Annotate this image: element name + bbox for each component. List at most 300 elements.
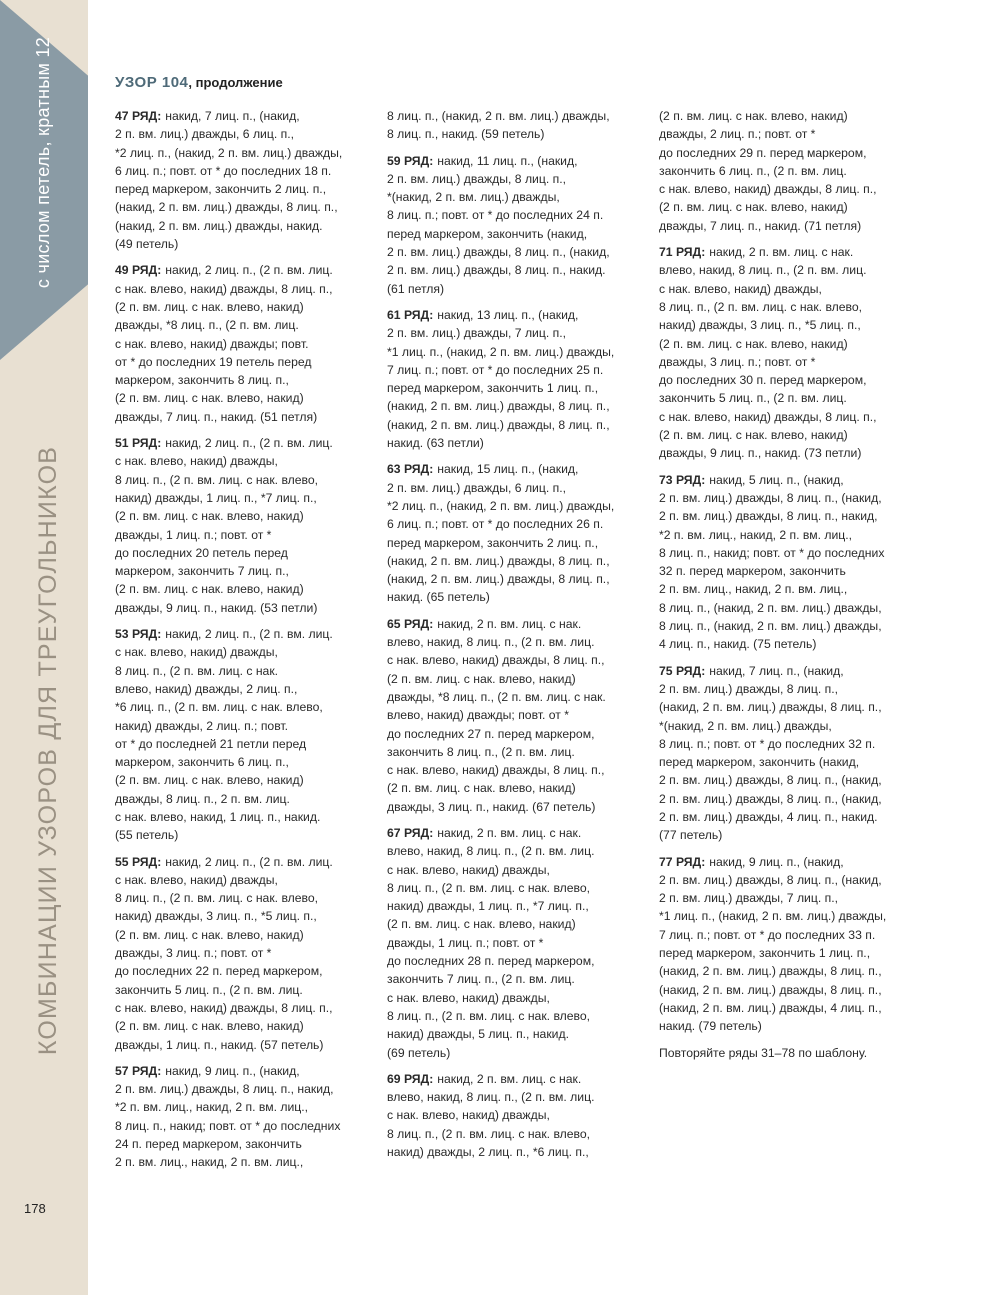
instruction-text: влево, накид, 8 лиц. п., (2 п. вм. лиц. — [387, 1090, 595, 1105]
instruction-text: закончить 6 лиц. п., (2 п. вм. лиц. — [659, 163, 847, 178]
instruction-text: (2 п. вм. лиц. с нак. влево, накид) — [659, 336, 848, 351]
instruction-line — [387, 842, 655, 860]
instruction-line — [387, 706, 655, 724]
instruction-text: 2 п. вм. лиц., накид, 2 п. вм. лиц., — [659, 582, 848, 597]
instruction-line — [659, 335, 914, 353]
instruction-text: (накид, 2 п. вм. лиц.) дважды, 8 лиц. п., — [115, 200, 338, 215]
instruction-line — [115, 452, 383, 470]
instruction-text: (2 п. вм. лиц. с нак. влево, накид) — [387, 917, 576, 932]
instruction-text: (2 п. вм. лиц. с нак. влево, накид) — [115, 773, 304, 788]
pattern-name: УЗОР 104 — [115, 74, 189, 91]
row-label: 51 РЯД: — [115, 436, 162, 451]
instruction-text: от * до последней 21 петли перед — [115, 736, 307, 751]
instruction-text: дважды, 9 лиц. п., накид. (73 петли) — [659, 446, 862, 461]
instruction-text: с нак. влево, накид) дважды, 8 лиц. п., — [659, 182, 877, 197]
instruction-block — [659, 853, 914, 1036]
row-label: 65 РЯД: — [387, 616, 434, 631]
instruction-line — [387, 861, 655, 879]
instruction-line — [387, 261, 655, 279]
instruction-text: *2 лиц. п., (накид, 2 п. вм. лиц.) дважды, — [115, 145, 343, 160]
instruction-line — [659, 907, 914, 925]
instruction-line — [115, 662, 383, 680]
instruction-line — [115, 580, 383, 598]
instruction-line — [659, 144, 914, 162]
instruction-text: (накид, 2 п. вм. лиц.) дважды, 4 лиц. п., — [659, 1000, 882, 1015]
row-label: 73 РЯД: — [659, 472, 706, 487]
instruction-text: накид. (65 петель) — [387, 590, 490, 605]
instruction-text: (61 петля) — [387, 281, 445, 296]
instruction-line — [115, 808, 383, 826]
instruction-line — [115, 981, 383, 999]
instruction-text: накид) дважды, 2 лиц. п.; повт. — [115, 718, 289, 733]
instruction-line — [115, 371, 383, 389]
row-label: 71 РЯД: — [659, 245, 706, 260]
instruction-line — [115, 353, 383, 371]
instruction-text: *1 лиц. п., (накид, 2 п. вм. лиц.) дважды, — [659, 909, 887, 924]
instruction-line — [115, 408, 383, 426]
instruction-text: накид, 9 лиц. п., (накид, — [709, 854, 844, 869]
instruction-text: 24 п. перед маркером, закончить — [115, 1137, 302, 1152]
instruction-text: 32 п. перед маркером, закончить — [659, 564, 846, 579]
instruction-text: 8 лиц. п., (2 п. вм. лиц. с нак. влево, — [115, 891, 319, 906]
instruction-line — [387, 107, 655, 125]
instruction-text: накид, 2 лиц. п., (2 п. вм. лиц. — [165, 436, 333, 451]
instruction-text: до последних 28 п. перед маркером, — [387, 954, 595, 969]
instruction-text: накид, 2 лиц. п., (2 п. вм. лиц. — [165, 263, 333, 278]
instruction-text: накид, 2 лиц. п., (2 п. вм. лиц. — [165, 854, 333, 869]
instruction-line — [387, 588, 655, 606]
row-label: 77 РЯД: — [659, 854, 706, 869]
instruction-block — [659, 243, 914, 463]
instruction-text: 7 лиц. п.; повт. от * до последних 33 п. — [659, 927, 876, 942]
instruction-text: дважды, 3 лиц. п., накид. (67 петель) — [387, 799, 596, 814]
instruction-line — [387, 970, 655, 988]
row-label: 69 РЯД: — [387, 1071, 434, 1086]
instruction-line — [115, 1135, 383, 1153]
instruction-text: (2 п. вм. лиц. с нак. влево, накид) — [659, 200, 848, 215]
instruction-line — [659, 680, 914, 698]
instruction-line — [387, 243, 655, 261]
instruction-line — [387, 324, 655, 342]
instruction-line — [387, 188, 655, 206]
instruction-line — [115, 826, 383, 844]
instruction-text: накид, 2 п. вм. лиц. с нак. — [709, 245, 854, 260]
text-column-3 — [659, 107, 914, 1070]
instruction-text: 8 лиц. п., (2 п. вм. лиц. с нак. влево, — [387, 880, 591, 895]
instruction-text: накид, 15 лиц. п., (накид, — [437, 462, 579, 477]
instruction-line — [115, 198, 383, 216]
instruction-text: (2 п. вм. лиц. с нак. влево, накид) — [115, 299, 304, 314]
instruction-text: с нак. влево, накид) дважды, 8 лиц. п., — [387, 763, 605, 778]
instruction-line — [659, 371, 914, 389]
instruction-text: дважды, 8 лиц. п., 2 п. вм. лиц. — [115, 791, 290, 806]
instruction-text: накид, 11 лиц. п., (накид, — [437, 153, 578, 168]
instruction-text: с нак. влево, накид) дважды, — [387, 1108, 550, 1123]
instruction-line — [115, 235, 383, 253]
instruction-text: дважды, 2 лиц. п.; повт. от * — [659, 127, 816, 142]
instruction-text: 2 п. вм. лиц.) дважды, 8 лиц. п., накид, — [115, 1082, 334, 1097]
instruction-text: *(накид, 2 п. вм. лиц.) дважды, — [387, 190, 560, 205]
instruction-line — [115, 999, 383, 1017]
instruction-text: (накид, 2 п. вм. лиц.) дважды, накид. — [115, 218, 323, 233]
instruction-line — [387, 152, 655, 170]
instruction-block — [387, 152, 655, 298]
instruction-line — [387, 515, 655, 533]
instruction-line — [115, 735, 383, 753]
instruction-text: 8 лиц. п., (2 п. вм. лиц. с нак. влево, — [659, 299, 863, 314]
instruction-text: накид, 5 лиц. п., (накид, — [709, 472, 844, 487]
instruction-text: (накид, 2 п. вм. лиц.) дважды, 8 лиц. п., — [659, 700, 882, 715]
instruction-line — [115, 643, 383, 661]
instruction-line — [115, 471, 383, 489]
instruction-text: (2 п. вм. лиц. с нак. влево, накид) — [659, 428, 848, 443]
instruction-text: 8 лиц. п., накид; повт. от * до последних — [659, 545, 885, 560]
instruction-line — [115, 625, 383, 643]
instruction-line — [115, 1080, 383, 1098]
instruction-block — [387, 615, 655, 816]
instruction-line — [115, 261, 383, 279]
instruction-line — [115, 680, 383, 698]
instruction-line — [659, 753, 914, 771]
instruction-line — [659, 408, 914, 426]
instruction-text: закончить 5 лиц. п., (2 п. вм. лиц. — [115, 982, 303, 997]
instruction-line — [115, 962, 383, 980]
instruction-line — [387, 497, 655, 515]
instruction-line — [115, 1017, 383, 1035]
instruction-line — [659, 107, 914, 125]
instruction-line — [659, 617, 914, 635]
instruction-block — [387, 306, 655, 452]
instruction-text: закончить 7 лиц. п., (2 п. вм. лиц. — [387, 972, 575, 987]
instruction-text: 7 лиц. п.; повт. от * до последних 25 п. — [387, 362, 604, 377]
instruction-line — [659, 198, 914, 216]
instruction-line — [387, 416, 655, 434]
instruction-line — [387, 743, 655, 761]
instruction-block — [659, 471, 914, 654]
instruction-text: накид) дважды, 3 лиц. п., *5 лиц. п., — [659, 318, 861, 333]
row-label: 47 РЯД: — [115, 109, 162, 123]
instruction-line — [387, 1025, 655, 1043]
instruction-line — [659, 735, 914, 753]
instruction-text: *2 п. вм. лиц., накид, 2 п. вм. лиц., — [115, 1100, 309, 1115]
page-title — [115, 74, 283, 91]
row-label: 67 РЯД: — [387, 825, 434, 840]
instruction-text: дважды, 7 лиц. п., накид. (51 петля) — [115, 409, 318, 424]
instruction-line — [115, 180, 383, 198]
instruction-line — [115, 1062, 383, 1080]
instruction-text: с нак. влево, накид) дважды, — [115, 872, 278, 887]
instruction-text: маркером, закончить 8 лиц. п., — [115, 373, 289, 388]
instruction-text: *1 лиц. п., (накид, 2 п. вм. лиц.) дважды, — [387, 344, 615, 359]
instruction-line — [659, 871, 914, 889]
instruction-line — [659, 926, 914, 944]
instruction-line — [659, 962, 914, 980]
row-label: 75 РЯД: — [659, 663, 706, 678]
instruction-text: 8 лиц. п., (накид, 2 п. вм. лиц.) дважды, — [659, 600, 882, 615]
instruction-line — [387, 725, 655, 743]
instruction-line — [115, 1036, 383, 1054]
instruction-text: с нак. влево, накид) дважды, 8 лиц. п., — [387, 653, 605, 668]
instruction-line — [115, 280, 383, 298]
instruction-line — [115, 753, 383, 771]
instruction-line — [659, 635, 914, 653]
instruction-line — [387, 934, 655, 952]
instruction-text: до последних 29 п. перед маркером, — [659, 145, 867, 160]
instruction-text: *6 лиц. п., (2 п. вм. лиц. с нак. влево, — [115, 700, 323, 715]
instruction-text: (2 п. вм. лиц. с нак. влево, накид) — [387, 671, 576, 686]
instruction-line — [659, 426, 914, 444]
instruction-text: 2 п. вм. лиц.) дважды, 8 лиц. п., — [387, 171, 566, 186]
instruction-line — [387, 1007, 655, 1025]
instruction-line — [387, 1143, 655, 1161]
instruction-text: накид) дважды, 3 лиц. п., *5 лиц. п., — [115, 909, 317, 924]
instruction-text: 2 п. вм. лиц.) дважды, 7 лиц. п., — [659, 891, 838, 906]
instruction-text: с нак. влево, накид) дважды, 8 лиц. п., — [115, 281, 333, 296]
instruction-line — [387, 989, 655, 1007]
instruction-text: (накид, 2 п. вм. лиц.) дважды, 8 лиц. п., — [387, 417, 610, 432]
instruction-line — [387, 125, 655, 143]
instruction-text: 2 п. вм. лиц.) дважды, 8 лиц. п., накид. — [387, 263, 606, 278]
instruction-line — [659, 353, 914, 371]
instruction-line — [387, 534, 655, 552]
instruction-line — [115, 907, 383, 925]
instruction-text: (накид, 2 п. вм. лиц.) дважды, 8 лиц. п., — [387, 553, 610, 568]
instruction-text: накид, 2 лиц. п., (2 п. вм. лиц. — [165, 627, 333, 642]
instruction-text: перед маркером, закончить 1 лиц. п., — [659, 946, 871, 961]
instruction-text: перед маркером, закончить 2 лиц. п., — [387, 535, 599, 550]
instruction-text: 2 п. вм. лиц., накид, 2 п. вм. лиц., — [115, 1155, 304, 1170]
instruction-line — [387, 460, 655, 478]
instruction-text: (2 п. вм. лиц. с нак. влево, накид) — [659, 109, 848, 123]
instruction-text: 8 лиц. п., (2 п. вм. лиц. с нак. влево, — [387, 1008, 591, 1023]
instruction-text: 2 п. вм. лиц.) дважды, 8 лиц. п., (накид, — [659, 872, 882, 887]
instruction-text: накид, 2 п. вм. лиц. с нак. — [437, 825, 582, 840]
instruction-line — [387, 434, 655, 452]
instruction-text: (77 петель) — [659, 828, 723, 843]
instruction-line — [115, 599, 383, 617]
instruction-text: 2 п. вм. лиц.) дважды, 7 лиц. п., — [387, 326, 566, 341]
instruction-line — [659, 162, 914, 180]
instruction-line — [659, 981, 914, 999]
side-subtitle-wrap — [4, 0, 84, 325]
instruction-line — [387, 688, 655, 706]
instruction-line — [659, 562, 914, 580]
instruction-text: влево, накид, 8 лиц. п., (2 п. вм. лиц. — [387, 635, 595, 650]
instruction-line — [387, 952, 655, 970]
instruction-text: 2 п. вм. лиц.) дважды, 8 лиц. п., (накид, — [659, 791, 882, 806]
instruction-text: с нак. влево, накид) дважды, — [387, 862, 550, 877]
instruction-text: дважды, 1 лиц. п.; повт. от * — [115, 527, 272, 542]
instruction-text: маркером, закончить 7 лиц. п., — [115, 564, 289, 579]
instruction-text: накид, 13 лиц. п., (накид, — [437, 307, 579, 322]
instruction-line — [659, 544, 914, 562]
instruction-block — [115, 625, 383, 845]
instruction-line — [387, 651, 655, 669]
instruction-text: (2 п. вм. лиц. с нак. влево, накид) — [115, 927, 304, 942]
instruction-line — [387, 552, 655, 570]
instruction-line — [659, 790, 914, 808]
instruction-line — [659, 662, 914, 680]
instruction-text: дважды, *8 лиц. п., (2 п. вм. лиц. — [115, 318, 299, 333]
instruction-text: 2 п. вм. лиц.) дважды, 8 лиц. п., (накид, — [659, 773, 882, 788]
instruction-line — [115, 162, 383, 180]
instruction-line — [387, 225, 655, 243]
instruction-line — [115, 717, 383, 735]
instruction-block — [115, 261, 383, 426]
instruction-block — [659, 1044, 914, 1062]
instruction-text: (2 п. вм. лиц. с нак. влево, накид) — [115, 391, 304, 406]
instruction-text: дважды, 9 лиц. п., накид. (53 петли) — [115, 600, 318, 615]
instruction-line — [387, 570, 655, 588]
instruction-text: накид, 2 п. вм. лиц. с нак. — [437, 616, 582, 631]
instruction-block — [115, 434, 383, 617]
instruction-text: с нак. влево, накид) дважды, 8 лиц. п., — [115, 1000, 333, 1015]
text-column-2 — [387, 107, 655, 1169]
instruction-line — [659, 944, 914, 962]
instruction-text: накид) дважды, 2 лиц. п., *6 лиц. п., — [387, 1145, 589, 1160]
instruction-text: (2 п. вм. лиц. с нак. влево, накид) — [115, 1019, 304, 1034]
side-title: КОМБИНАЦИИ УЗОРОВ ДЛЯ ТРЕУГОЛЬНИКОВ — [34, 445, 63, 1055]
instruction-line — [659, 243, 914, 261]
instruction-line — [387, 1044, 655, 1062]
instruction-line — [115, 125, 383, 143]
instruction-line — [387, 615, 655, 633]
instruction-line — [115, 871, 383, 889]
instruction-text: перед маркером, закончить 1 лиц. п., — [387, 381, 599, 396]
instruction-line — [387, 479, 655, 497]
instruction-line — [387, 1125, 655, 1143]
instruction-line — [115, 889, 383, 907]
instruction-line — [387, 170, 655, 188]
instruction-line — [659, 507, 914, 525]
instruction-text: 8 лиц. п., (2 п. вм. лиц. с нак. — [115, 663, 279, 678]
instruction-text: дважды, 7 лиц. п., накид. (71 петля) — [659, 218, 862, 233]
instruction-text: накид, 7 лиц. п., (накид, — [709, 663, 844, 678]
instruction-line — [387, 798, 655, 816]
instruction-line — [387, 379, 655, 397]
instruction-text: 8 лиц. п., (2 п. вм. лиц. с нак. влево, — [387, 1126, 591, 1141]
instruction-text: 8 лиц. п., (накид, 2 п. вм. лиц.) дважды, — [387, 109, 610, 123]
instruction-line — [115, 316, 383, 334]
side-subtitle: с числом петель, кратным 12 — [33, 36, 54, 289]
instruction-line — [387, 779, 655, 797]
row-label: 59 РЯД: — [387, 153, 434, 168]
instruction-text: 2 п. вм. лиц.) дважды, 8 лиц. п., — [659, 681, 838, 696]
instruction-line — [659, 389, 914, 407]
instruction-line — [659, 1044, 914, 1062]
instruction-text: до последних 22 п. перед маркером, — [115, 964, 323, 979]
instruction-text: влево, накид) дважды; повт. от * — [387, 708, 570, 723]
instruction-line — [115, 489, 383, 507]
instruction-text: *(накид, 2 п. вм. лиц.) дважды, — [659, 718, 832, 733]
text-column-1 — [115, 107, 383, 1180]
instruction-line — [387, 397, 655, 415]
instruction-line — [387, 633, 655, 651]
instruction-line — [659, 808, 914, 826]
instruction-text: с нак. влево, накид) дважды, — [115, 454, 278, 469]
row-label: 49 РЯД: — [115, 263, 162, 278]
instruction-text: 2 п. вм. лиц.) дважды, 4 лиц. п., накид. — [659, 809, 878, 824]
instruction-text: (2 п. вм. лиц. с нак. влево, накид) — [115, 509, 304, 524]
instruction-line — [659, 717, 914, 735]
instruction-line — [115, 698, 383, 716]
instruction-line — [115, 434, 383, 452]
instruction-line — [115, 544, 383, 562]
instruction-text: до последних 20 петель перед — [115, 545, 288, 560]
instruction-line — [659, 580, 914, 598]
instruction-line — [115, 926, 383, 944]
instruction-text: с нак. влево, накид) дважды, — [659, 281, 822, 296]
instruction-text: с нак. влево, накид, 1 лиц. п., накид. — [115, 809, 321, 824]
instruction-text: 8 лиц. п., накид; повт. от * до последних — [115, 1118, 341, 1133]
instruction-text: (2 п. вм. лиц. с нак. влево, накид) — [115, 582, 304, 597]
instruction-line — [387, 761, 655, 779]
instruction-text: *2 лиц. п., (накид, 2 п. вм. лиц.) дважды, — [387, 498, 615, 513]
instruction-text: до последних 27 п. перед маркером, — [387, 726, 595, 741]
instruction-text: до последних 30 п. перед маркером, — [659, 373, 867, 388]
instruction-line — [659, 444, 914, 462]
instruction-text: маркером, закончить 6 лиц. п., — [115, 755, 289, 770]
instruction-line — [659, 489, 914, 507]
instruction-text: (накид, 2 п. вм. лиц.) дважды, 8 лиц. п., — [659, 964, 882, 979]
instruction-line — [115, 298, 383, 316]
instruction-text: 2 п. вм. лиц.) дважды, 6 лиц. п., — [387, 480, 566, 495]
instruction-line — [387, 670, 655, 688]
instruction-block — [659, 107, 914, 235]
instruction-line — [115, 1153, 383, 1171]
instruction-text: 8 лиц. п., (2 п. вм. лиц. с нак. влево, — [115, 472, 319, 487]
instruction-line — [115, 1117, 383, 1135]
instruction-line — [115, 526, 383, 544]
instruction-line — [659, 889, 914, 907]
instruction-line — [115, 790, 383, 808]
instruction-text: 6 лиц. п.; повт. от * до последних 26 п. — [387, 517, 604, 532]
instruction-text: влево, накид) дважды, 2 лиц. п., — [115, 681, 298, 696]
instruction-text: дважды, 1 лиц. п.; повт. от * — [387, 935, 544, 950]
instruction-line — [115, 507, 383, 525]
instruction-line — [659, 698, 914, 716]
instruction-line — [659, 125, 914, 143]
instruction-text: накид) дважды, 1 лиц. п., *7 лиц. п., — [387, 899, 589, 914]
instruction-text: (накид, 2 п. вм. лиц.) дважды, 8 лиц. п., — [659, 982, 882, 997]
instruction-text: перед маркером, закончить 2 лиц. п., — [115, 182, 327, 197]
instruction-line — [659, 599, 914, 617]
instruction-text: влево, накид, 8 лиц. п., (2 п. вм. лиц. — [387, 844, 595, 859]
instruction-text: Повторяйте ряды 31–78 по шаблону. — [659, 1045, 868, 1060]
instruction-text: накид, 9 лиц. п., (накид, — [165, 1063, 300, 1078]
instruction-text: 8 лиц. п.; повт. от * до последних 32 п. — [659, 736, 876, 751]
instruction-line — [115, 389, 383, 407]
instruction-text: накид. (63 петли) — [387, 436, 484, 451]
instruction-line — [659, 526, 914, 544]
instruction-text: 2 п. вм. лиц.) дважды, 6 лиц. п., — [115, 127, 294, 142]
instruction-text: перед маркером, закончить (накид, — [659, 755, 860, 770]
instruction-text: накид) дважды, 1 лиц. п., *7 лиц. п., — [115, 490, 317, 505]
row-label: 55 РЯД: — [115, 854, 162, 869]
instruction-line — [387, 361, 655, 379]
instruction-text: (69 петель) — [387, 1045, 451, 1060]
instruction-text: 8 лиц. п., накид. (59 петель) — [387, 127, 545, 142]
instruction-line — [115, 853, 383, 871]
instruction-text: (2 п. вм. лиц. с нак. влево, накид) — [387, 781, 576, 796]
instruction-text: с нак. влево, накид) дважды, 8 лиц. п., — [659, 409, 877, 424]
instruction-text: 4 лиц. п., накид. (75 петель) — [659, 637, 817, 652]
instruction-line — [115, 107, 383, 125]
instruction-line — [387, 1106, 655, 1124]
instruction-line — [115, 562, 383, 580]
instruction-block — [659, 662, 914, 845]
instruction-text: 6 лиц. п.; повт. от * до последних 18 п. — [115, 163, 332, 178]
